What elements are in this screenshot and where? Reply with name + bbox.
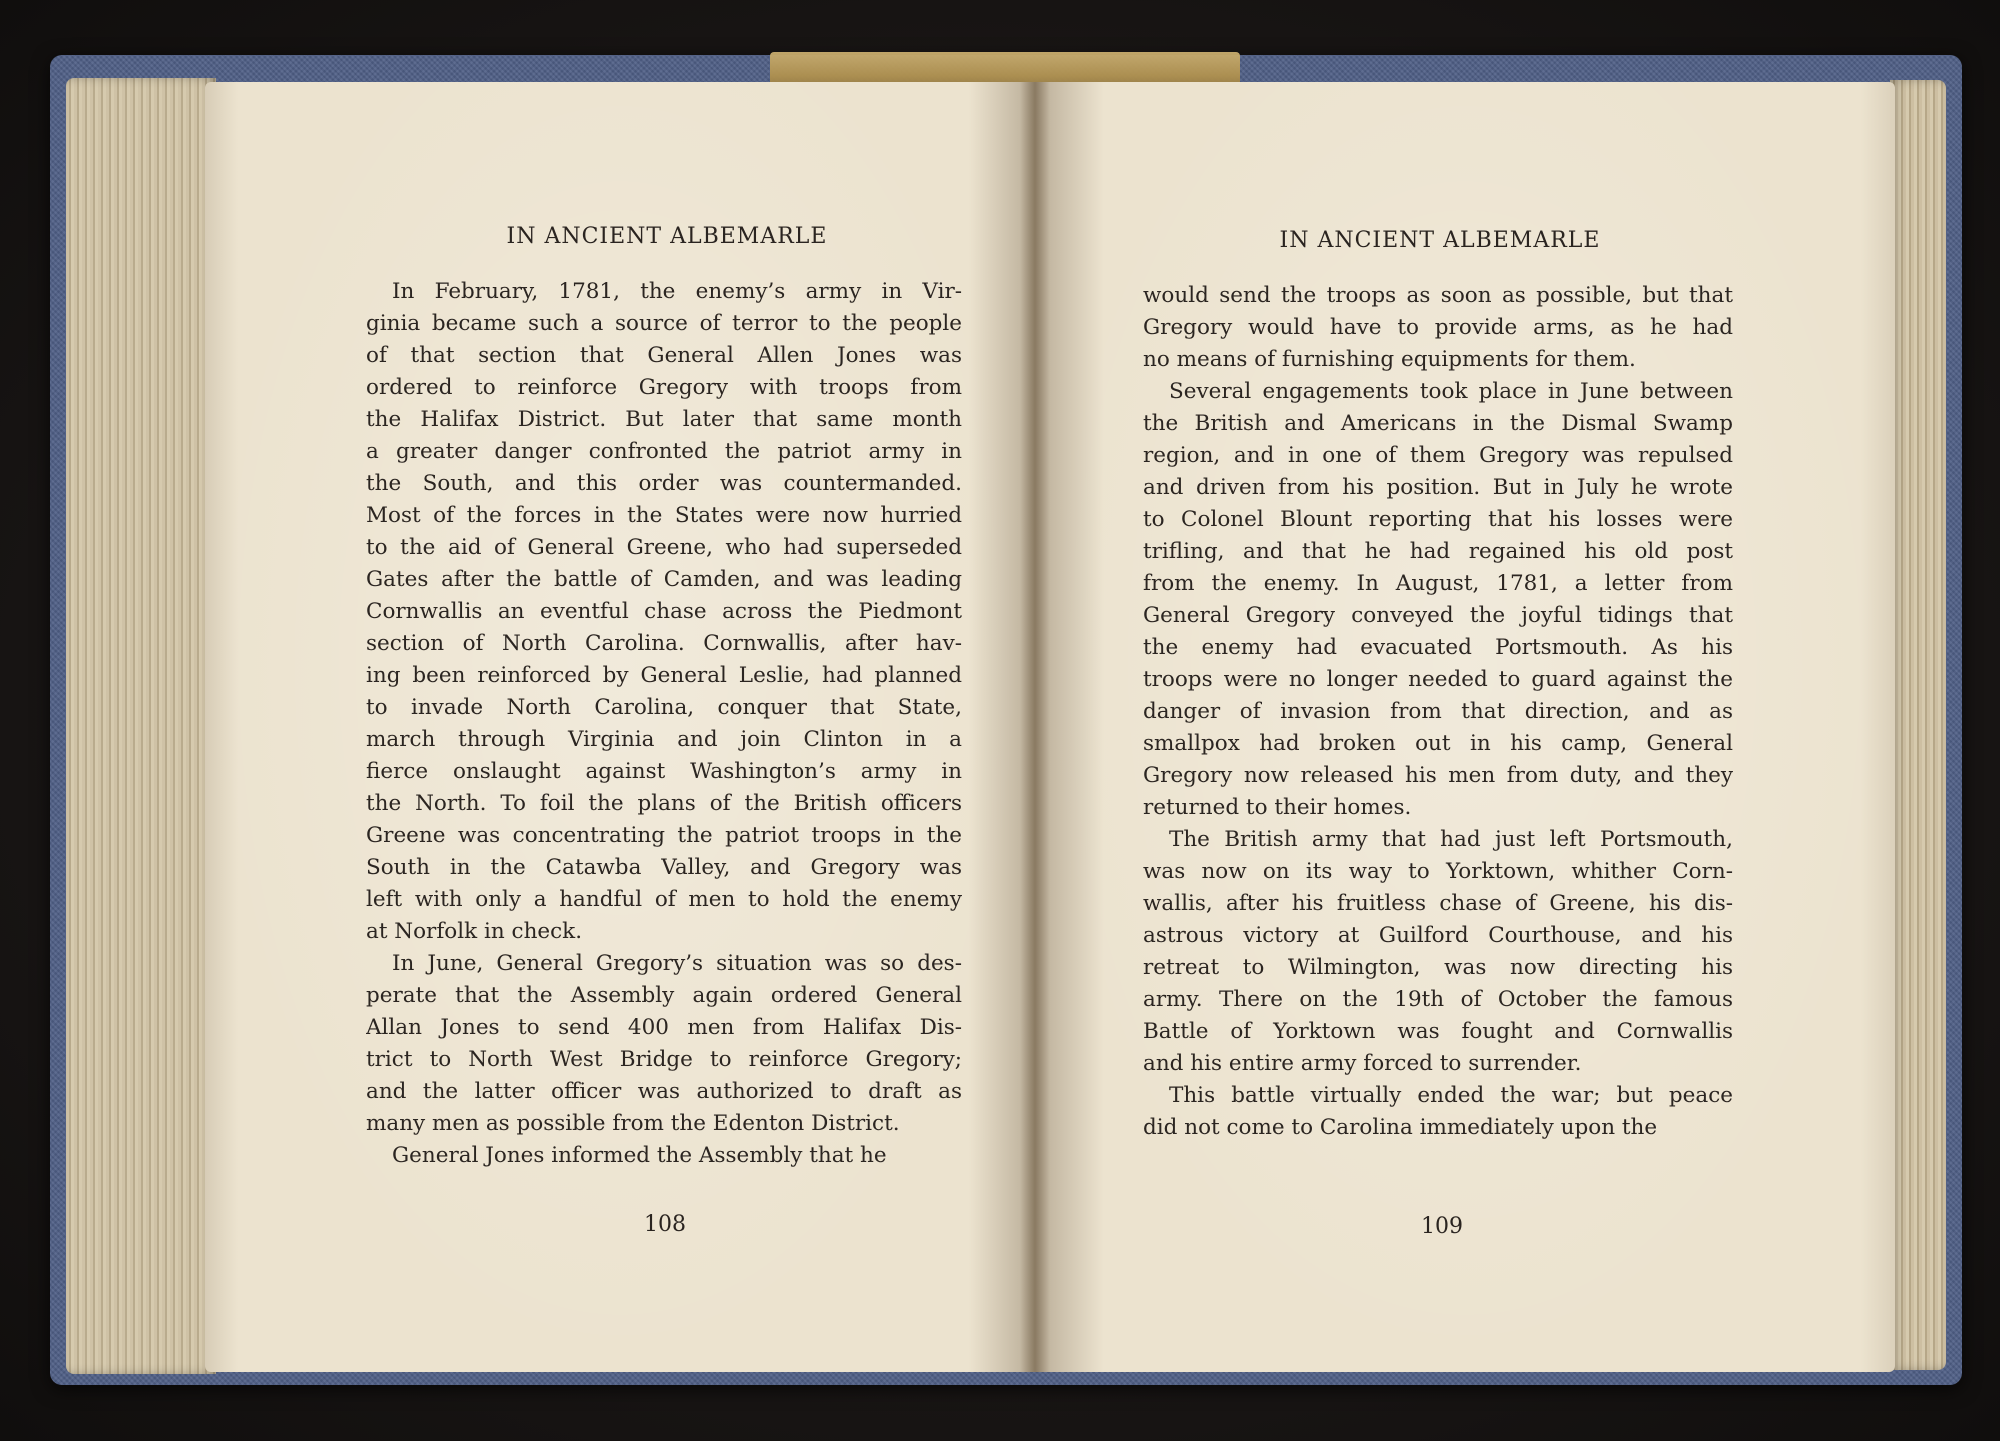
text-line: General Gregory conveyed the joyful tidings that [1143, 603, 1733, 628]
text-line: the Halifax District. But later that same month [366, 407, 962, 432]
text-line: the British and Americans in the Dismal Swamp [1143, 411, 1733, 436]
text-line: ginia became such a source of terror to the people [366, 311, 962, 336]
text-line: no means of furnishing equipments for them. [1143, 347, 1636, 372]
text-line: fierce onslaught against Washington’s army in [366, 759, 962, 784]
text-line: Cornwallis an eventful chase across the Piedmont [366, 599, 962, 624]
text-line: many men as possible from the Edenton District. [366, 1111, 900, 1136]
text-line: retreat to Wilmington, was now directing his [1143, 955, 1733, 980]
text-line: In June, General Gregory’s situation was so des- [392, 951, 962, 976]
text-line: Gregory would have to provide arms, as he had [1143, 315, 1733, 340]
text-line: astrous victory at Guilford Courthouse, and his [1143, 923, 1733, 948]
text-line: General Jones informed the Assembly that he [392, 1143, 887, 1168]
text-line: the North. To foil the plans of the British officers [366, 791, 962, 816]
text-line: In February, 1781, the enemy’s army in Vir- [392, 279, 962, 304]
text-line: to Colonel Blount reporting that his losses were [1143, 507, 1733, 532]
text-line: Most of the forces in the States were now hurried [366, 503, 962, 528]
right-page-edges [1890, 80, 1946, 1370]
right-page-number: 109 [1421, 1214, 1463, 1239]
text-line: trict to North West Bridge to reinforce Gregory; [366, 1047, 962, 1072]
right-running-head: IN ANCIENT ALBEMARLE [1279, 228, 1601, 253]
text-line: The British army that had just left Portsmouth, [1169, 827, 1733, 852]
text-line: This battle virtually ended the war; but peace [1169, 1083, 1733, 1108]
text-line: perate that the Assembly again ordered General [366, 983, 962, 1008]
text-line: returned to their homes. [1143, 795, 1412, 820]
text-line: army. There on the 19th of October the famous [1143, 987, 1733, 1012]
text-line: Battle of Yorktown was fought and Cornwallis [1143, 1019, 1733, 1044]
text-line: wallis, after his fruitless chase of Greene, his dis- [1143, 891, 1733, 916]
text-line: and his entire army forced to surrender. [1143, 1051, 1582, 1076]
text-line: at Norfolk in check. [366, 919, 583, 944]
text-line: ing been reinforced by General Leslie, had planned [366, 663, 962, 688]
text-line: the enemy had evacuated Portsmouth. As his [1143, 635, 1733, 660]
text-line: smallpox had broken out in his camp, General [1143, 731, 1733, 756]
text-line: region, and in one of them Gregory was repulsed [1143, 443, 1733, 468]
text-line: did not come to Carolina immediately upon the [1143, 1115, 1658, 1140]
left-running-head: IN ANCIENT ALBEMARLE [506, 224, 828, 249]
text-line: troops were no longer needed to guard against the [1143, 667, 1733, 692]
text-line: Gates after the battle of Camden, and was leading [366, 567, 962, 592]
text-line: trifling, and that he had regained his old post [1143, 539, 1733, 564]
text-line: Allan Jones to send 400 men from Halifax Dis- [366, 1015, 962, 1040]
text-line: Several engagements took place in June between [1169, 379, 1733, 404]
text-line: and the latter officer was authorized to draft as [366, 1079, 962, 1104]
text-line: from the enemy. In August, 1781, a letter from [1143, 571, 1733, 596]
text-line: and driven from his position. But in July he wrote [1143, 475, 1733, 500]
left-body-text [366, 276, 962, 1172]
text-line: section of North Carolina. Cornwallis, after hav- [366, 631, 962, 656]
text-line: to invade North Carolina, conquer that State, [366, 695, 962, 720]
text-line: Gregory now released his men from duty, and they [1143, 763, 1733, 788]
text-line: South in the Catawba Valley, and Gregory was [366, 855, 962, 880]
left-page-number: 108 [644, 1212, 686, 1237]
text-line: left with only a handful of men to hold the enemy [366, 887, 962, 912]
text-line: would send the troops as soon as possible, but that [1143, 283, 1733, 308]
text-line: march through Virginia and join Clinton in a [366, 727, 962, 752]
text-line: ordered to reinforce Gregory with troops from [366, 375, 962, 400]
right-body-text [1143, 280, 1733, 1144]
text-line: of that section that General Allen Jones was [366, 343, 962, 368]
text-line: the South, and this order was countermanded. [366, 471, 962, 496]
text-line: danger of invasion from that direction, and as [1143, 699, 1733, 724]
text-line: was now on its way to Yorktown, whither Corn- [1143, 859, 1733, 884]
text-line: to the aid of General Greene, who had superseded [366, 535, 962, 560]
page-gutter [1020, 82, 1050, 1372]
text-line: a greater danger confronted the patriot army in [366, 439, 962, 464]
text-line: Greene was concentrating the patriot troops in the [366, 823, 962, 848]
left-page-edges [66, 78, 216, 1374]
